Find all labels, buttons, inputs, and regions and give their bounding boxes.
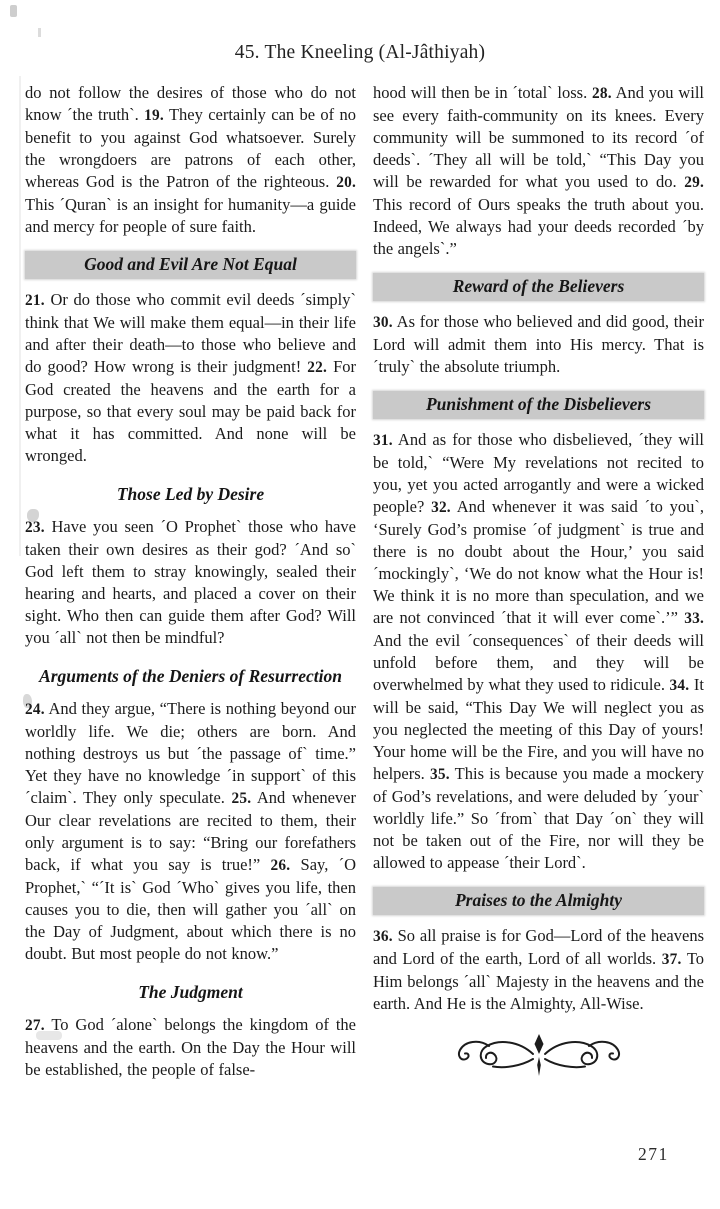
verse-paragraph: 27. To God ´alone` belongs the kingdom of the heavens and the earth. On the Day the Hour will be established, the people of false- xyxy=(25,1015,356,1079)
section-heading-arguments-of-deniers: Arguments of the Deniers of Resurrection xyxy=(39,666,342,686)
verse-paragraph: do not follow the desires of those who do not know ´the truth`. 19. They certainly can be of no benefit to you against God whatsoever. Surely the wrongdoers are patrons of each other, whereas God is the Patron of the righteous. 20. This ´Quran` is an insight for humanity—a guide and mercy for people of sure faith. xyxy=(25,83,356,236)
left-column xyxy=(25,82,356,1086)
text-columns xyxy=(0,64,720,1086)
right-column xyxy=(373,82,704,1086)
verse-paragraph: 24. And they argue, “There is nothing beyond our worldly life. We die; others are born. And nothing destroys us but ´the passage of` time.” Yet they have no knowledge ´in support` of this ´claim`. They only speculate. 25. And whenever Our clear revelations are recited to them, their only argument is to say: “Bring our forefathers back, if what you say is true!” 26. Say, ´O Prophet,` “´It is` God ´Who` gives you life, then causes you to die, then will gather you ´all` on the Day of Judgment, about which there is no doubt. But most people do not know.” xyxy=(25,699,357,963)
section-heading-praises-to-almighty: Praises to the Almighty xyxy=(373,887,704,915)
verse-paragraph: 36. So all praise is for God—Lord of the heavens and Lord of the earth, Lord of all worlds. 37. To Him belongs ´all` Majesty in the heavens and the earth. And He is the Almighty, All-Wise. xyxy=(373,926,705,1013)
section-heading-reward-of-believers: Reward of the Believers xyxy=(373,273,704,301)
surah-title: 45. The Kneeling (Al-Jâthiyah) xyxy=(234,42,486,63)
section-heading-the-judgment: The Judgment xyxy=(138,982,243,1002)
verse-paragraph: 23. Have you seen ´O Prophet` those who have taken their own desires as their god? ´And so` God left them to stray knowingly, sealed their hearing and hearts, and placed a cover on their sight. Who then can guide them after God? Will you ´all` not then be mindful? xyxy=(25,517,356,647)
flourish-divider-icon xyxy=(453,1033,625,1081)
verse-paragraph: hood will then be in ´total` loss. 28. And you will see every faith-community on its knees. Every community will be summoned to its record ´of deeds`. ´They all will be told,` “This Day you will be rewarded for what you used to do. 29. This record of Ours speaks the truth about you. Indeed, We always had your deeds recorded ´by the angels`.” xyxy=(373,83,705,258)
verse-paragraph: 30. As for those who believed and did good, their Lord will admit them into His mercy. That is ´truly` the absolute triumph. xyxy=(373,312,704,376)
section-heading-good-and-evil: Good and Evil Are Not Equal xyxy=(25,251,356,279)
section-heading-those-led-by-desire: Those Led by Desire xyxy=(116,484,265,504)
flourish-ornament xyxy=(373,1033,704,1086)
page-number: 271 xyxy=(638,1144,669,1164)
verse-paragraph: 31. And as for those who disbelieved, ´they will be told,` “Were My revelations not recited to you, yet you acted arrogantly and were a wicked people? 32. And whenever it was said ´to you`, ‘Surely God’s promise ´of judgment` is true and there is no doubt about the Hour,’ you said ´mockingly`, ‘We do not know what the Hour is! We think it is no more than speculation, and we are not convinced ´that it will ever come`.’” 33. And the evil ´consequences` of their deeds will unfold before them, and they will be overwhelmed by what they used to ridicule. 34. It will be said, “This Day We will neglect you as you neglected the meeting of this Day of yours! Your home will be the Fire, and you will have no helpers. 35. This is because you made a mockery of God’s revelations, and were deluded by ´your` worldly life.” So ´from` that Day ´on` they will not be taken out of the Fire, nor will they be allowed to appease ´their Lord`. xyxy=(373,430,704,872)
section-heading-punishment-of-disbelievers: Punishment of the Disbelievers xyxy=(373,391,704,419)
verse-paragraph: 21. Or do those who commit evil deeds ´simply` think that We will make them equal—in their life and after their death—to those who believe and do good? How wrong is their judgment! 22. For God created the heavens and the earth for a purpose, so that every soul may be paid back for what it has committed. And none will be wronged. xyxy=(25,290,356,465)
